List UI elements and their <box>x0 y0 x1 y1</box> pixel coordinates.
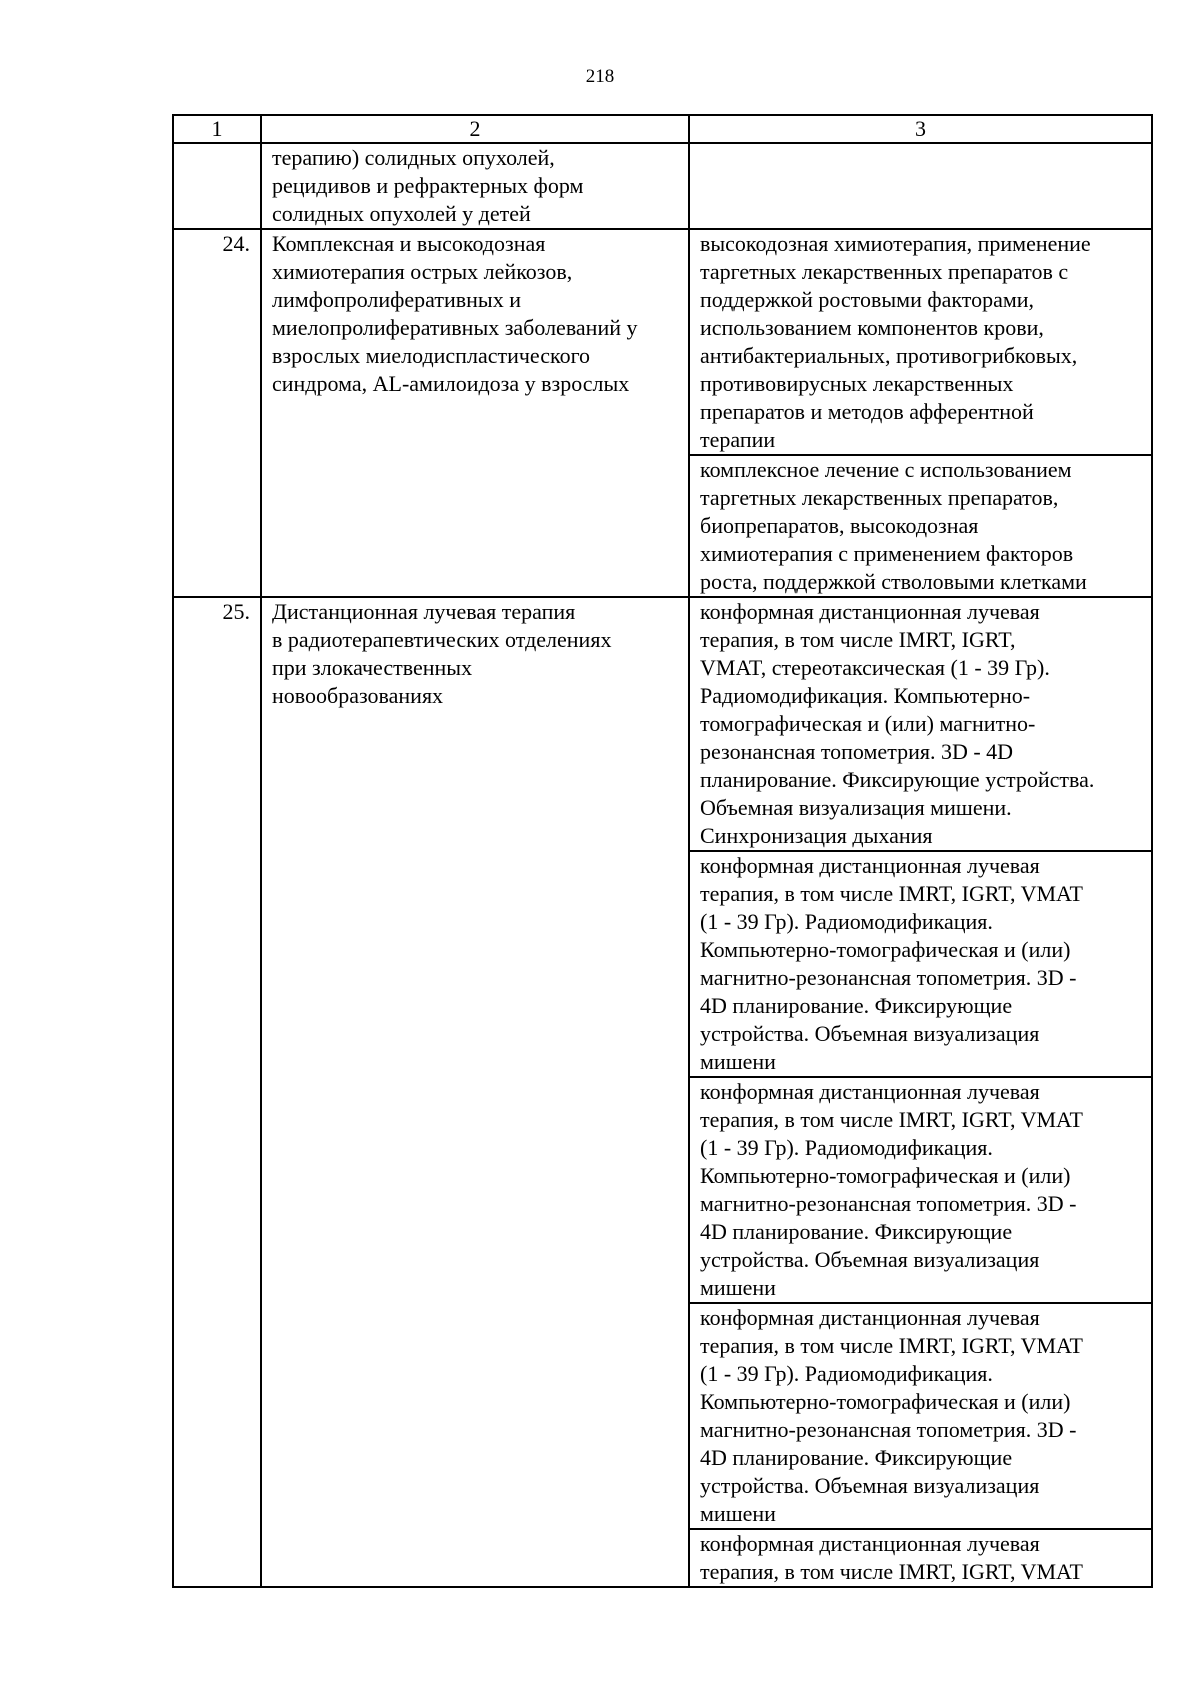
row-number-cell: 24. <box>173 229 261 597</box>
text-line: конформная дистанционная лучевая <box>700 1305 1040 1330</box>
text-line: солидных опухолей у детей <box>272 201 531 226</box>
text-line: 4D планирование. Фиксирующие <box>700 1219 1013 1244</box>
row-method-cell <box>689 1303 1152 1529</box>
text-line: конформная дистанционная лучевая <box>700 599 1040 624</box>
text-line: планирование. Фиксирующие устройства. <box>700 767 1095 792</box>
header-cell-1: 1 <box>173 115 261 143</box>
table-row-24 <box>173 229 1152 455</box>
text-line: конформная дистанционная лучевая <box>700 1531 1040 1556</box>
text-line: Компьютерно-томографическая и (или) <box>700 1163 1071 1188</box>
text-line: VMAT, стереотаксическая (1 - 39 Гр). <box>700 655 1050 680</box>
text-line: роста, поддержкой стволовыми клетками <box>700 569 1087 594</box>
text-line: 4D планирование. Фиксирующие <box>700 993 1013 1018</box>
text-line: терапии <box>700 427 776 452</box>
row-method-cell <box>689 851 1152 1077</box>
text-line: Радиомодификация. Компьютерно- <box>700 683 1031 708</box>
table-header-row <box>173 115 1152 143</box>
text-line: (1 - 39 Гр). Радиомодификация. <box>700 1135 993 1160</box>
text-line: мишени <box>700 1501 776 1526</box>
text-line: рецидивов и рефрактерных форм <box>272 173 584 198</box>
text-line: миелопролиферативных заболеваний у <box>272 315 638 340</box>
text-line: магнитно-резонансная топометрия. 3D - <box>700 1191 1077 1216</box>
text-line: препаратов и методов афферентной <box>700 399 1034 424</box>
row-number-cell <box>173 143 261 229</box>
row-method-cell <box>689 1077 1152 1303</box>
text-line: магнитно-резонансная топометрия. 3D - <box>700 965 1077 990</box>
header-cell-3: 3 <box>689 115 1152 143</box>
text-line: терапия, в том числе IMRT, IGRT, VMAT <box>700 1333 1083 1358</box>
text-line: Компьютерно-томографическая и (или) <box>700 1389 1071 1414</box>
text-line: конформная дистанционная лучевая <box>700 1079 1040 1104</box>
text-line: синдрома, AL-амилоидоза у взрослых <box>272 371 630 396</box>
text-line: Дистанционная лучевая терапия <box>272 599 576 624</box>
row-number-cell: 25. <box>173 597 261 1587</box>
text-line: резонансная топометрия. 3D - 4D <box>700 739 1014 764</box>
text-line: (1 - 39 Гр). Радиомодификация. <box>700 1361 993 1386</box>
text-line: Синхронизация дыхания <box>700 823 933 848</box>
text-line: терапия, в том числе IMRT, IGRT, VMAT <box>700 1107 1083 1132</box>
table-row-25 <box>173 597 1152 851</box>
text-line: Компьютерно-томографическая и (или) <box>700 937 1071 962</box>
text-line: лимфопролиферативных и <box>272 287 521 312</box>
row-description-cell <box>261 229 689 597</box>
row-method-cell <box>689 597 1152 851</box>
text-line: терапия, в том числе IMRT, IGRT, <box>700 627 1016 652</box>
table-row-continuation <box>173 143 1152 229</box>
text-line: мишени <box>700 1049 776 1074</box>
text-line: биопрепаратов, высокодозная <box>700 513 979 538</box>
row-method-cell <box>689 143 1152 229</box>
text-line: устройства. Объемная визуализация <box>700 1021 1040 1046</box>
text-line: магнитно-резонансная топометрия. 3D - <box>700 1417 1077 1442</box>
row-method-cell <box>689 1529 1152 1587</box>
text-line: устройства. Объемная визуализация <box>700 1247 1040 1272</box>
text-line: новообразованиях <box>272 683 444 708</box>
text-line: в радиотерапевтических отделениях <box>272 627 612 652</box>
text-line: при злокачественных <box>272 655 473 680</box>
text-line: химиотерапия острых лейкозов, <box>272 259 573 284</box>
text-line: 4D планирование. Фиксирующие <box>700 1445 1013 1470</box>
text-line: использованием компонентов крови, <box>700 315 1044 340</box>
text-line: терапия, в том числе IMRT, IGRT, VMAT <box>700 881 1083 906</box>
text-line: антибактериальных, противогрибковых, <box>700 343 1078 368</box>
row-method-cell <box>689 455 1152 597</box>
row-method-cell <box>689 229 1152 455</box>
text-line: поддержкой ростовыми факторами, <box>700 287 1035 312</box>
header-cell-2: 2 <box>261 115 689 143</box>
text-line: таргетных лекарственных препаратов, <box>700 485 1059 510</box>
text-line: Комплексная и высокодозная <box>272 231 546 256</box>
text-line: противовирусных лекарственных <box>700 371 1014 396</box>
text-line: взрослых миелодиспластического <box>272 343 591 368</box>
text-line: конформная дистанционная лучевая <box>700 853 1040 878</box>
text-line: терапию) солидных опухолей, <box>272 145 555 170</box>
row-description-cell <box>261 143 689 229</box>
text-line: (1 - 39 Гр). Радиомодификация. <box>700 909 993 934</box>
text-line: таргетных лекарственных препаратов с <box>700 259 1069 284</box>
text-line: томографическая и (или) магнитно- <box>700 711 1036 736</box>
text-line: Объемная визуализация мишени. <box>700 795 1012 820</box>
text-line: высокодозная химиотерапия, применение <box>700 231 1091 256</box>
text-line: устройства. Объемная визуализация <box>700 1473 1040 1498</box>
row-description-cell <box>261 597 689 1587</box>
page-number: 218 <box>585 66 615 87</box>
text-line: терапия, в том числе IMRT, IGRT, VMAT <box>700 1559 1083 1584</box>
medical-care-table <box>172 114 1153 1588</box>
text-line: комплексное лечение с использованием <box>700 457 1072 482</box>
text-line: мишени <box>700 1275 776 1300</box>
text-line: химиотерапия с применением факторов <box>700 541 1074 566</box>
